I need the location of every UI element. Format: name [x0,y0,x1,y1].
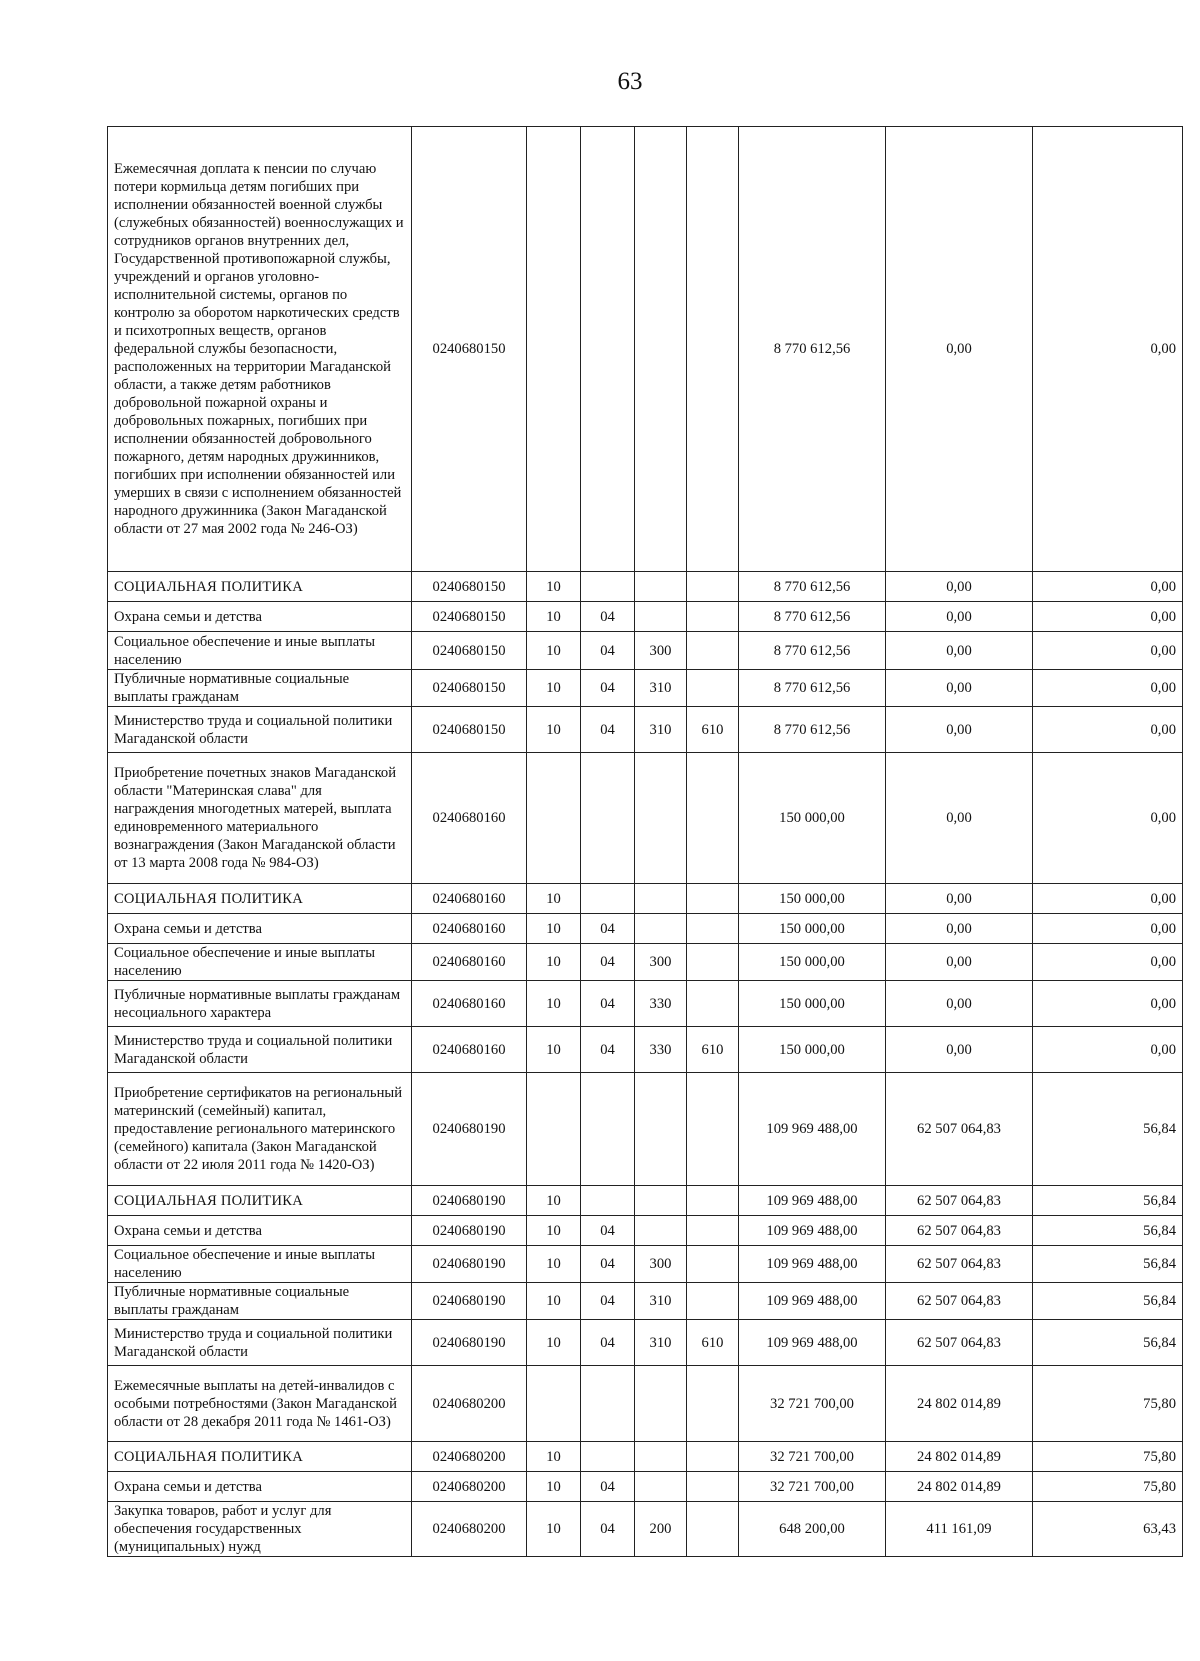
row-admin-code [687,944,739,981]
row-percent: 75,80 [1033,1472,1183,1502]
row-percent: 0,00 [1033,632,1183,670]
row-subsection: 04 [581,670,635,707]
row-code: 0240680150 [412,127,527,572]
page-number: 63 [617,68,643,95]
row-subsection [581,1442,635,1472]
row-section: 10 [527,602,581,632]
table-row [108,981,1183,1027]
row-plan-amount: 8 770 612,56 [739,670,886,707]
row-code: 0240680200 [412,1472,527,1502]
row-admin-code [687,914,739,944]
row-admin-code [687,981,739,1027]
row-admin-code [687,1246,739,1283]
row-description: Приобретение почетных знаков Магаданской области "Материнская слава" для награждения многодетных матерей, выплата единовременного материального вознаграждения (Закон Магаданской области от 13 марта 2008 года № 984-ОЗ) [108,753,412,884]
row-code: 0240680150 [412,632,527,670]
row-plan-amount: 32 721 700,00 [739,1366,886,1442]
row-subsection [581,1073,635,1186]
row-code: 0240680150 [412,602,527,632]
row-code: 0240680190 [412,1216,527,1246]
row-subsection: 04 [581,1027,635,1073]
row-admin-code: 610 [687,1027,739,1073]
row-description: Публичные нормативные социальные выплаты гражданам [108,670,412,707]
row-expense-type: 300 [635,1246,687,1283]
row-admin-code: 610 [687,707,739,753]
row-subsection [581,127,635,572]
row-code: 0240680200 [412,1502,527,1557]
row-plan-amount: 109 969 488,00 [739,1246,886,1283]
row-admin-code [687,1366,739,1442]
row-percent: 0,00 [1033,127,1183,572]
row-expense-type: 300 [635,632,687,670]
row-plan-amount: 109 969 488,00 [739,1186,886,1216]
row-expense-type: 300 [635,944,687,981]
row-expense-type [635,753,687,884]
row-admin-code [687,632,739,670]
row-section: 10 [527,944,581,981]
row-section: 10 [527,1246,581,1283]
row-percent: 0,00 [1033,572,1183,602]
row-percent: 56,84 [1033,1073,1183,1186]
row-actual-amount: 62 507 064,83 [886,1320,1033,1366]
row-plan-amount: 648 200,00 [739,1502,886,1557]
row-expense-type [635,1073,687,1186]
row-subsection: 04 [581,1320,635,1366]
row-subsection: 04 [581,707,635,753]
row-plan-amount: 8 770 612,56 [739,632,886,670]
row-expense-type: 310 [635,1283,687,1320]
row-percent: 75,80 [1033,1366,1183,1442]
table-row [108,707,1183,753]
row-expense-type: 200 [635,1502,687,1557]
row-subsection: 04 [581,1216,635,1246]
row-section: 10 [527,572,581,602]
row-section: 10 [527,670,581,707]
row-actual-amount: 62 507 064,83 [886,1216,1033,1246]
row-subsection [581,753,635,884]
row-subsection [581,1186,635,1216]
row-actual-amount: 0,00 [886,884,1033,914]
row-percent: 0,00 [1033,1027,1183,1073]
row-description: Социальное обеспечение и иные выплаты населению [108,1246,412,1283]
row-admin-code [687,1502,739,1557]
row-subsection: 04 [581,981,635,1027]
row-description: Ежемесячные выплаты на детей-инвалидов с особыми потребностями (Закон Магаданской области от 28 декабря 2011 года № 1461-ОЗ) [108,1366,412,1442]
row-section: 10 [527,632,581,670]
row-admin-code [687,1216,739,1246]
row-code: 0240680160 [412,753,527,884]
row-expense-type: 330 [635,981,687,1027]
row-section: 10 [527,1283,581,1320]
table-row [108,602,1183,632]
row-actual-amount: 62 507 064,83 [886,1283,1033,1320]
table-row [108,753,1183,884]
row-section [527,753,581,884]
row-actual-amount: 0,00 [886,753,1033,884]
row-subsection [581,1366,635,1442]
row-actual-amount: 0,00 [886,707,1033,753]
row-admin-code [687,670,739,707]
row-section: 10 [527,914,581,944]
row-percent: 0,00 [1033,670,1183,707]
row-description: Закупка товаров, работ и услуг для обеспечения государственных (муниципальных) нужд [108,1502,412,1557]
row-description: Охрана семьи и детства [108,1472,412,1502]
row-code: 0240680160 [412,981,527,1027]
row-section: 10 [527,884,581,914]
row-code: 0240680160 [412,914,527,944]
row-description: Ежемесячная доплата к пенсии по случаю потери кормильца детям погибших при исполнении обязанностей военной службы (служебных обязанностей) военнослужащих и сотрудников органов внутренних дел, Государственной противопожарной службы, учреждений и органов уголовно-исполнительной системы, органов по контролю за оборотом наркотических средств и психотропных веществ, органов федеральной службы безопасности, расположенных на территории Магаданской области, а также детям работников добровольной пожарной охраны и добровольных пожарных, погибших при исполнении обязанностей добровольного пожарного, детям народных дружинников, погибших при исполнении обязанностей или умерших в связи с исполнением обязанностей народного дружинника (Закон Магаданской области от 27 мая 2002 года № 246-ОЗ) [108,127,412,572]
row-section [527,1366,581,1442]
row-percent: 75,80 [1033,1442,1183,1472]
row-subsection: 04 [581,602,635,632]
row-actual-amount: 0,00 [886,127,1033,572]
row-actual-amount: 62 507 064,83 [886,1073,1033,1186]
row-actual-amount: 0,00 [886,602,1033,632]
row-admin-code [687,1186,739,1216]
row-admin-code [687,602,739,632]
row-code: 0240680190 [412,1246,527,1283]
row-description: СОЦИАЛЬНАЯ ПОЛИТИКА [108,1442,412,1472]
row-code: 0240680150 [412,670,527,707]
row-percent: 0,00 [1033,753,1183,884]
row-admin-code: 610 [687,1320,739,1366]
row-plan-amount: 109 969 488,00 [739,1320,886,1366]
row-expense-type [635,572,687,602]
row-admin-code [687,127,739,572]
row-percent: 0,00 [1033,602,1183,632]
row-actual-amount: 62 507 064,83 [886,1186,1033,1216]
row-admin-code [687,1073,739,1186]
row-plan-amount: 150 000,00 [739,981,886,1027]
row-plan-amount: 8 770 612,56 [739,127,886,572]
row-code: 0240680150 [412,707,527,753]
row-percent: 0,00 [1033,707,1183,753]
row-section: 10 [527,1442,581,1472]
row-description: Охрана семьи и детства [108,914,412,944]
row-section: 10 [527,1320,581,1366]
row-section: 10 [527,1186,581,1216]
row-admin-code [687,1283,739,1320]
row-percent: 0,00 [1033,884,1183,914]
row-section: 10 [527,707,581,753]
row-plan-amount: 32 721 700,00 [739,1442,886,1472]
row-actual-amount: 0,00 [886,944,1033,981]
row-description: Министерство труда и социальной политики Магаданской области [108,707,412,753]
row-subsection [581,884,635,914]
row-actual-amount: 24 802 014,89 [886,1366,1033,1442]
row-section: 10 [527,1216,581,1246]
row-actual-amount: 24 802 014,89 [886,1442,1033,1472]
row-admin-code [687,572,739,602]
table-row [108,944,1183,981]
row-code: 0240680190 [412,1320,527,1366]
row-description: СОЦИАЛЬНАЯ ПОЛИТИКА [108,1186,412,1216]
row-expense-type [635,914,687,944]
row-plan-amount: 150 000,00 [739,914,886,944]
table-row [108,572,1183,602]
row-plan-amount: 109 969 488,00 [739,1283,886,1320]
table-row [108,1502,1183,1557]
row-actual-amount: 411 161,09 [886,1502,1033,1557]
table-row [108,914,1183,944]
row-description: Министерство труда и социальной политики Магаданской области [108,1027,412,1073]
row-expense-type [635,602,687,632]
row-actual-amount: 0,00 [886,1027,1033,1073]
table-row [108,1186,1183,1216]
row-description: Охрана семьи и детства [108,1216,412,1246]
row-code: 0240680200 [412,1366,527,1442]
row-expense-type [635,1366,687,1442]
budget-table [107,126,1183,1557]
row-description: Приобретение сертификатов на региональный материнский (семейный) капитал, предоставление регионального материнского (семейного) капитала (Закон Магаданской области от 22 июля 2011 года № 1420-ОЗ) [108,1073,412,1186]
row-percent: 56,84 [1033,1320,1183,1366]
row-subsection: 04 [581,944,635,981]
table-row [108,1472,1183,1502]
row-plan-amount: 8 770 612,56 [739,572,886,602]
row-expense-type [635,1216,687,1246]
row-plan-amount: 150 000,00 [739,753,886,884]
row-section: 10 [527,1472,581,1502]
row-description: Охрана семьи и детства [108,602,412,632]
row-subsection: 04 [581,1472,635,1502]
row-code: 0240680200 [412,1442,527,1472]
row-section: 10 [527,1027,581,1073]
row-plan-amount: 150 000,00 [739,944,886,981]
row-description: Министерство труда и социальной политики Магаданской области [108,1320,412,1366]
row-expense-type [635,884,687,914]
row-plan-amount: 150 000,00 [739,884,886,914]
table-body [108,127,1183,1557]
table-row [108,1246,1183,1283]
row-code: 0240680160 [412,944,527,981]
table-row [108,127,1183,572]
row-actual-amount: 0,00 [886,981,1033,1027]
row-admin-code [687,753,739,884]
row-expense-type: 310 [635,707,687,753]
row-plan-amount: 8 770 612,56 [739,602,886,632]
row-actual-amount: 0,00 [886,632,1033,670]
row-expense-type: 330 [635,1027,687,1073]
row-percent: 0,00 [1033,981,1183,1027]
table-row [108,1216,1183,1246]
row-percent: 56,84 [1033,1246,1183,1283]
row-description: Социальное обеспечение и иные выплаты населению [108,632,412,670]
row-admin-code [687,1442,739,1472]
row-plan-amount: 8 770 612,56 [739,707,886,753]
table-row [108,632,1183,670]
row-subsection: 04 [581,632,635,670]
row-admin-code [687,1472,739,1502]
row-subsection: 04 [581,1502,635,1557]
row-actual-amount: 62 507 064,83 [886,1246,1033,1283]
table-row [108,1073,1183,1186]
table-row [108,1366,1183,1442]
row-percent: 0,00 [1033,944,1183,981]
row-admin-code [687,884,739,914]
table-row [108,1442,1183,1472]
table-row [108,884,1183,914]
row-description: СОЦИАЛЬНАЯ ПОЛИТИКА [108,572,412,602]
row-actual-amount: 24 802 014,89 [886,1472,1033,1502]
row-description: СОЦИАЛЬНАЯ ПОЛИТИКА [108,884,412,914]
row-plan-amount: 32 721 700,00 [739,1472,886,1502]
row-expense-type [635,1186,687,1216]
row-percent: 0,00 [1033,914,1183,944]
row-code: 0240680160 [412,1027,527,1073]
row-description: Публичные нормативные социальные выплаты гражданам [108,1283,412,1320]
table-row [108,670,1183,707]
row-section [527,1073,581,1186]
row-actual-amount: 0,00 [886,572,1033,602]
row-percent: 56,84 [1033,1283,1183,1320]
row-code: 0240680190 [412,1186,527,1216]
row-expense-type: 310 [635,670,687,707]
row-percent: 56,84 [1033,1216,1183,1246]
row-expense-type [635,1472,687,1502]
row-expense-type [635,1442,687,1472]
row-subsection: 04 [581,914,635,944]
row-plan-amount: 150 000,00 [739,1027,886,1073]
row-description: Социальное обеспечение и иные выплаты населению [108,944,412,981]
row-percent: 56,84 [1033,1186,1183,1216]
row-section: 10 [527,981,581,1027]
row-expense-type: 310 [635,1320,687,1366]
row-section [527,127,581,572]
row-plan-amount: 109 969 488,00 [739,1073,886,1186]
row-plan-amount: 109 969 488,00 [739,1216,886,1246]
row-actual-amount: 0,00 [886,914,1033,944]
row-code: 0240680190 [412,1283,527,1320]
table-row [108,1283,1183,1320]
row-code: 0240680190 [412,1073,527,1186]
row-code: 0240680160 [412,884,527,914]
row-expense-type [635,127,687,572]
row-actual-amount: 0,00 [886,670,1033,707]
row-subsection: 04 [581,1283,635,1320]
row-subsection: 04 [581,1246,635,1283]
row-code: 0240680150 [412,572,527,602]
row-subsection [581,572,635,602]
row-section: 10 [527,1502,581,1557]
row-percent: 63,43 [1033,1502,1183,1557]
table-row [108,1320,1183,1366]
table-row [108,1027,1183,1073]
row-description: Публичные нормативные выплаты гражданам несоциального характера [108,981,412,1027]
